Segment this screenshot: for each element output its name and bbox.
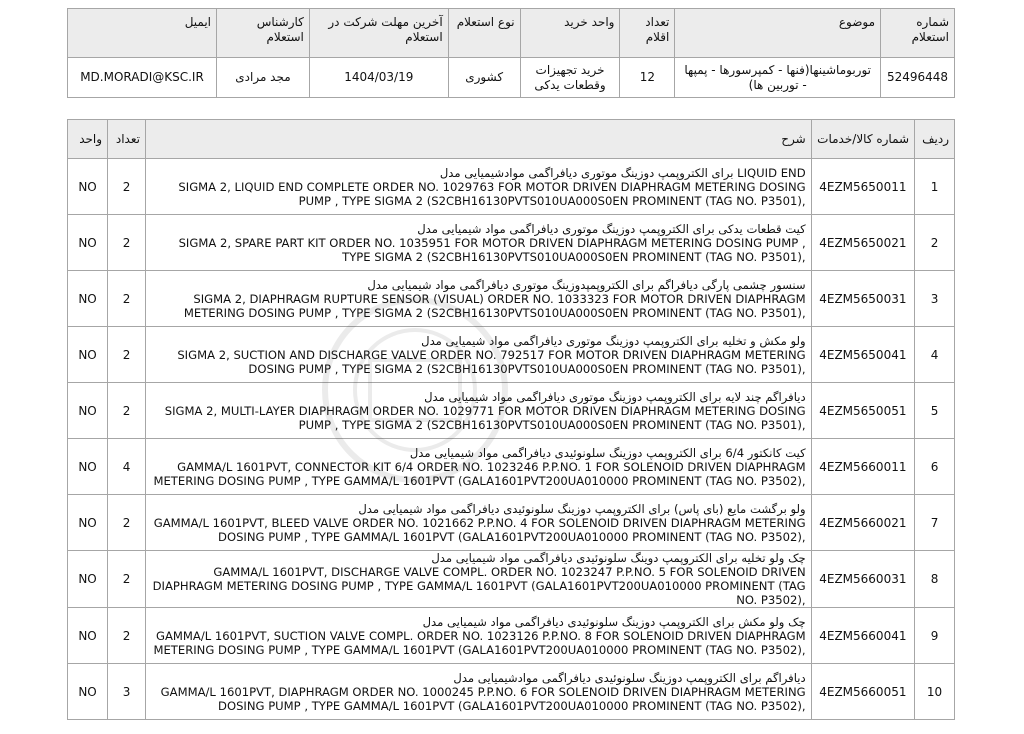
- unit: NO: [68, 271, 108, 327]
- table-row: [68, 383, 955, 439]
- description-fa: ولو برگشت مایع (بای پاس) برای الکتروپمپ دوزینگ سلونوئیدی دیافراگمی مواد شیمیایی مدل: [358, 501, 806, 516]
- description: [145, 271, 811, 327]
- description: [145, 495, 811, 551]
- description-fa: دیافراگم برای الکتروپمپ دوزینگ سلونوئیدی دیافراگمی موادشیمیایی مدل: [453, 670, 806, 685]
- unit: NO: [68, 327, 108, 383]
- unit: NO: [68, 664, 108, 720]
- quantity: 2: [108, 551, 146, 608]
- description-en: SIGMA 2, SUCTION AND DISCHARGE VALVE ORDER NO. 792517 FOR MOTOR DRIVEN DIAPHRAGM METERING DOSING PUMP , TYPE SIGMA 2 (S2CBH16130PVTS010UA000S0EN PROMINENT (TAG NO. P3501),: [177, 347, 806, 376]
- description: [145, 159, 811, 215]
- quantity: 3: [108, 664, 146, 720]
- header-inquiry-number: شماره استعلام: [881, 9, 955, 58]
- quantity: 4: [108, 439, 146, 495]
- quantity: 2: [108, 159, 146, 215]
- inquiry-number: 52496448: [881, 58, 955, 98]
- row-number: 4: [915, 327, 955, 383]
- item-code: 4EZM5660021: [811, 495, 914, 551]
- row-number: 5: [915, 383, 955, 439]
- description-fa: چک ولو مکش برای الکتروپمپ دوزینگ سلونوئیدی دیافراگمی مواد شیمیایی مدل: [422, 614, 806, 629]
- description-fa: LIQUID END برای الکتروپمپ دوزینگ موتوری دیافراگمی موادشیمیایی مدل: [439, 165, 806, 180]
- description: [145, 215, 811, 271]
- description-en: GAMMA/L 1601PVT, SUCTION VALVE COMPL. ORDER NO. 1023126 P.P.NO. 8 FOR SOLENOID DRIVEN DIAPHRAGM METERING DOSING PUMP , TYPE GAMMA/L 1601PVT (GALA1601PVT200UA010000 PROMINENT (TAG NO. P3502),: [153, 628, 806, 657]
- items-body: [68, 159, 955, 720]
- unit: NO: [68, 215, 108, 271]
- header-purchase-unit: واحد خرید: [520, 9, 620, 58]
- item-code: 4EZM5660031: [811, 551, 914, 608]
- items-table: [67, 119, 955, 720]
- header-description: شرح: [145, 120, 811, 159]
- row-number: 1: [915, 159, 955, 215]
- row-number: 7: [915, 495, 955, 551]
- header-item-code: شماره کالا/خدمات: [811, 120, 914, 159]
- header-expert: کارشناس استعلام: [217, 9, 310, 58]
- table-row: [68, 439, 955, 495]
- header-subject: موضوع: [675, 9, 881, 58]
- expert-email[interactable]: MD.MORADI@KSC.IR: [68, 58, 217, 98]
- quantity: 2: [108, 271, 146, 327]
- row-number: 8: [915, 551, 955, 608]
- header-row-number: ردیف: [915, 120, 955, 159]
- table-row: [68, 271, 955, 327]
- table-row: [68, 215, 955, 271]
- unit: NO: [68, 159, 108, 215]
- inquiry-type: کشوری: [448, 58, 520, 98]
- header-inquiry-type: نوع استعلام: [448, 9, 520, 58]
- item-count: 12: [620, 58, 675, 98]
- description-fa: سنسور چشمی پارگی دیافراگم برای الکتروپمپدوزینگ موتوری دیافراگمی مواد شیمیایی مدل: [367, 277, 806, 292]
- table-row: [68, 159, 955, 215]
- unit: NO: [68, 383, 108, 439]
- header-deadline: آخرین مهلت شرکت در استعلام: [309, 9, 448, 58]
- unit: NO: [68, 551, 108, 608]
- item-code: 4EZM5660051: [811, 664, 914, 720]
- description-en: SIGMA 2, MULTI-LAYER DIAPHRAGM ORDER NO. 1029771 FOR MOTOR DRIVEN DIAPHRAGM METERING DOSING PUMP , TYPE SIGMA 2 (S2CBH16130PVTS010UA000S0EN PROMINENT (TAG NO. P3501),: [164, 403, 806, 432]
- description-en: SIGMA 2, DIAPHRAGM RUPTURE SENSOR (VISUAL) ORDER NO. 1033323 FOR MOTOR DRIVEN DIAPHRAGM METERING DOSING PUMP , TYPE SIGMA 2 (S2CBH16130PVTS010UA000S0EN PROMINENT (TAG NO. P3501),: [183, 291, 806, 320]
- unit: NO: [68, 439, 108, 495]
- quantity: 2: [108, 495, 146, 551]
- description: [145, 439, 811, 495]
- description: [145, 551, 811, 608]
- item-code: 4EZM5650021: [811, 215, 914, 271]
- description-en: GAMMA/L 1601PVT, CONNECTOR KIT 6/4 ORDER NO. 1023246 P.P.NO. 1 FOR SOLENOID DRIVEN DIAPHRAGM METERING DOSING PUMP , TYPE GAMMA/L 1601PVT (GALA1601PVT200UA010000 PROMINENT (TAG NO. P3502),: [153, 459, 806, 488]
- item-code: 4EZM5650041: [811, 327, 914, 383]
- header-item-count: تعداد اقلام: [620, 9, 675, 58]
- item-code: 4EZM5650051: [811, 383, 914, 439]
- table-row: [68, 495, 955, 551]
- table-row: [68, 327, 955, 383]
- description-en: GAMMA/L 1601PVT, BLEED VALVE ORDER NO. 1021662 P.P.NO. 4 FOR SOLENOID DRIVEN DIAPHRAGM METERING DOSING PUMP , TYPE GAMMA/L 1601PVT (GALA1601PVT200UA010000 PROMINENT (TAG NO. P3502),: [153, 515, 806, 544]
- description-en: GAMMA/L 1601PVT, DISCHARGE VALVE COMPL. ORDER NO. 1023247 P.P.NO. 5 FOR SOLENOID DRIVEN DIAPHRAGM METERING DOSING PUMP , TYPE GAMMA/L 1601PVT (GALA1601PVT200UA010000 PROMINENT (TAG NO. P3502),: [152, 565, 806, 607]
- row-number: 10: [915, 664, 955, 720]
- quantity: 2: [108, 608, 146, 664]
- description-fa: کیت کانکتور 6/4 برای الکتروپمپ دوزینگ سلونوئیدی دیافراگمی مواد شیمیایی مدل: [409, 445, 806, 460]
- description: [145, 664, 811, 720]
- row-number: 2: [915, 215, 955, 271]
- quantity: 2: [108, 215, 146, 271]
- description-fa: چک ولو تخلیه برای الکتروپمپ دوینگ سلونوئیدی دیافراگمی مواد شیمیایی مدل: [431, 551, 806, 565]
- row-number: 9: [915, 608, 955, 664]
- items-header-row: [68, 120, 955, 159]
- description: [145, 383, 811, 439]
- row-number: 6: [915, 439, 955, 495]
- quantity: 2: [108, 327, 146, 383]
- description-fa: ولو مکش و تخلیه برای الکتروپمپ دوزینگ موتوری دیافراگمی مواد شیمیایی مدل: [421, 333, 806, 348]
- header-unit: واحد: [68, 120, 108, 159]
- expert-name: مجد مرادی: [217, 58, 310, 98]
- inquiry-info-table: [67, 8, 955, 98]
- description-en: SIGMA 2, SPARE PART KIT ORDER NO. 1035951 FOR MOTOR DRIVEN DIAPHRAGM METERING DOSING PUMP , TYPE SIGMA 2 (S2CBH16130PVTS010UA000S0EN PROMINENT (TAG NO. P3501),: [178, 235, 806, 264]
- table-row: [68, 664, 955, 720]
- info-value-row: [68, 58, 955, 98]
- header-quantity: تعداد: [108, 120, 146, 159]
- unit: NO: [68, 495, 108, 551]
- purchase-unit: خرید تجهیزات وقطعات یدکی: [520, 58, 620, 98]
- info-header-row: [68, 9, 955, 58]
- item-code: 4EZM5650011: [811, 159, 914, 215]
- description-en: GAMMA/L 1601PVT, DIAPHRAGM ORDER NO. 1000245 P.P.NO. 6 FOR SOLENOID DRIVEN DIAPHRAGM METERING DOSING PUMP , TYPE GAMMA/L 1601PVT (GALA1601PVT200UA010000 PROMINENT (TAG NO. P3502),: [160, 684, 806, 713]
- item-code: 4EZM5660041: [811, 608, 914, 664]
- item-code: 4EZM5660011: [811, 439, 914, 495]
- table-row: [68, 551, 955, 608]
- row-number: 3: [915, 271, 955, 327]
- inquiry-subject: توربوماشینها(فنها - کمپرسورها - پمپها - توربین ها): [675, 58, 881, 98]
- description-en: SIGMA 2, LIQUID END COMPLETE ORDER NO. 1029763 FOR MOTOR DRIVEN DIAPHRAGM METERING DOSING PUMP , TYPE SIGMA 2 (S2CBH16130PVTS010UA000S0EN PROMINENT (TAG NO. P3501),: [178, 179, 806, 208]
- description: [145, 608, 811, 664]
- unit: NO: [68, 608, 108, 664]
- quantity: 2: [108, 383, 146, 439]
- table-row: [68, 608, 955, 664]
- header-email: ایمیل: [68, 9, 217, 58]
- deadline: 1404/03/19: [309, 58, 448, 98]
- description: [145, 327, 811, 383]
- description-fa: کیت قطعات یدکی برای الکتروپمپ دوزینگ موتوری دیافراگمی مواد شیمیایی مدل: [417, 221, 806, 236]
- description-fa: دیافراگم چند لایه برای الکتروپمپ دوزینگ موتوری دیافراگمی مواد شیمیایی مدل: [424, 389, 806, 404]
- item-code: 4EZM5650031: [811, 271, 914, 327]
